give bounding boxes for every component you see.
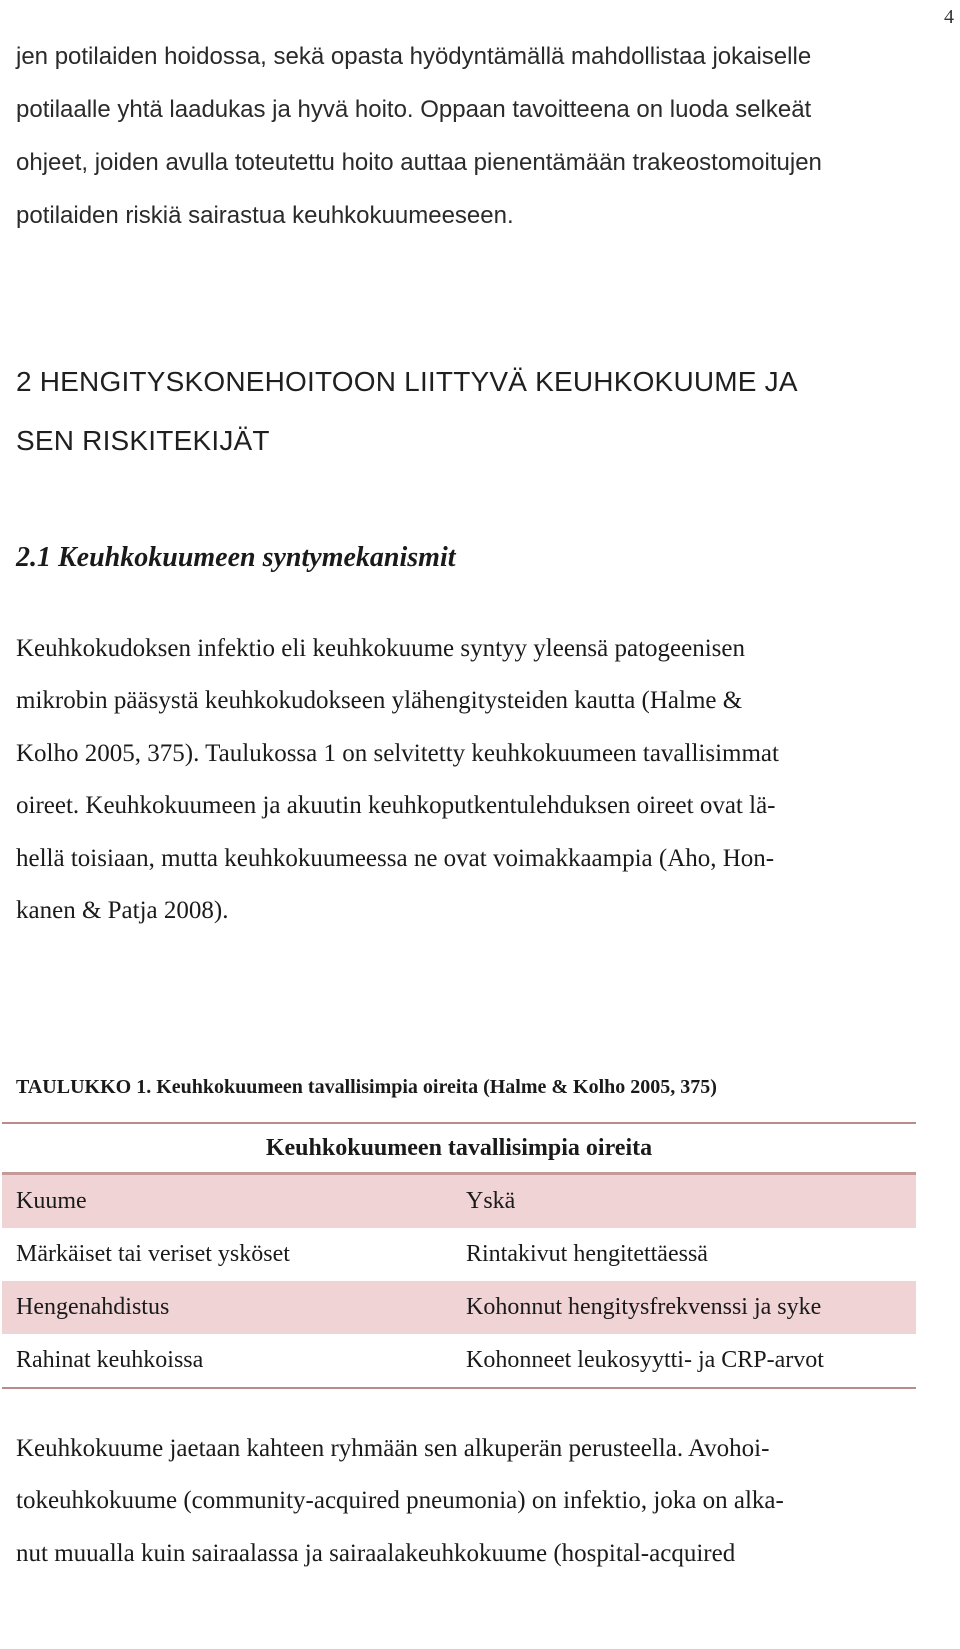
heading-line: 2 HENGITYSKONEHOITOON LIITTYVÄ KEUHKOKUUME JA — [16, 366, 798, 397]
table-row — [2, 1175, 916, 1228]
symptoms-table — [2, 1122, 916, 1389]
text-line: potilaalle yhtä laadukas ja hyvä hoito. Oppaan tavoitteena on luoda selkeät — [16, 96, 812, 123]
table-row — [2, 1334, 916, 1387]
text-line: kanen & Patja 2008). — [16, 897, 229, 925]
text-line: tokeuhkokuume (community-acquired pneumonia) on infektio, joka on alka- — [16, 1487, 784, 1515]
text-line: potilaiden riskiä sairastua keuhkokuumeeseen. — [16, 202, 514, 229]
text-line: ohjeet, joiden avulla toteutettu hoito auttaa pienentämään trakeostomoitujen — [16, 149, 822, 176]
table-cell: Kohonneet leukosyytti- ja CRP-arvot — [466, 1347, 824, 1373]
table-row — [2, 1281, 916, 1334]
section-heading — [16, 352, 936, 470]
text-line: nut muualla kuin sairaalassa ja sairaalakeuhkokuume (hospital-acquired — [16, 1539, 736, 1567]
subsection-heading: 2.1 Keuhkokuumeen syntymekanismit — [16, 542, 456, 573]
table-cell: Hengenahdistus — [16, 1294, 170, 1320]
body-paragraph-1 — [16, 623, 926, 937]
text-line: Kolho 2005, 375). Taulukossa 1 on selvitetty keuhkokuumeen tavallisimmat — [16, 739, 779, 767]
heading-line: SEN RISKITEKIJÄT — [16, 425, 270, 456]
table-title: Keuhkokuumeen tavallisimpia oireita — [265, 1135, 653, 1161]
text-line: Keuhkokudoksen infektio eli keuhkokuume syntyy yleensä patogeenisen — [16, 635, 746, 662]
table-cell: Rahinat keuhkoissa — [16, 1347, 204, 1373]
text-line: jen potilaiden hoidossa, sekä opasta hyödyntämällä mahdollistaa jokaiselle — [16, 43, 812, 70]
text-line: hellä toisiaan, mutta keuhkokuumeessa ne ovat voimakkaampia (Aho, Hon- — [16, 844, 775, 872]
table-cell: Yskä — [466, 1188, 516, 1214]
table-row — [2, 1228, 916, 1281]
table-cell: Kohonnut hengitysfrekvenssi ja syke — [466, 1294, 822, 1320]
table-cell: Märkäiset tai veriset ysköset — [16, 1241, 290, 1267]
text-line: Keuhkokuume jaetaan kahteen ryhmään sen alkuperän perusteella. Avohoi- — [16, 1435, 770, 1462]
table-cell: Kuume — [16, 1188, 87, 1214]
text-line: oireet. Keuhkokuumeen ja akuutin keuhkoputkentulehduksen oireet ovat lä- — [16, 792, 776, 820]
table-caption: TAULUKKO 1. Keuhkokuumeen tavallisimpia oireita (Halme & Kolho 2005, 375) — [16, 1076, 717, 1098]
intro-paragraph — [16, 30, 916, 242]
body-paragraph-2 — [16, 1423, 926, 1580]
text-line: mikrobin pääsystä keuhkokudokseen ylähengitysteiden kautta (Halme & — [16, 687, 743, 715]
table-bottom-rule — [2, 1387, 916, 1389]
page-number: 4 — [944, 6, 954, 28]
table-cell: Rintakivut hengitettäessä — [466, 1241, 708, 1267]
